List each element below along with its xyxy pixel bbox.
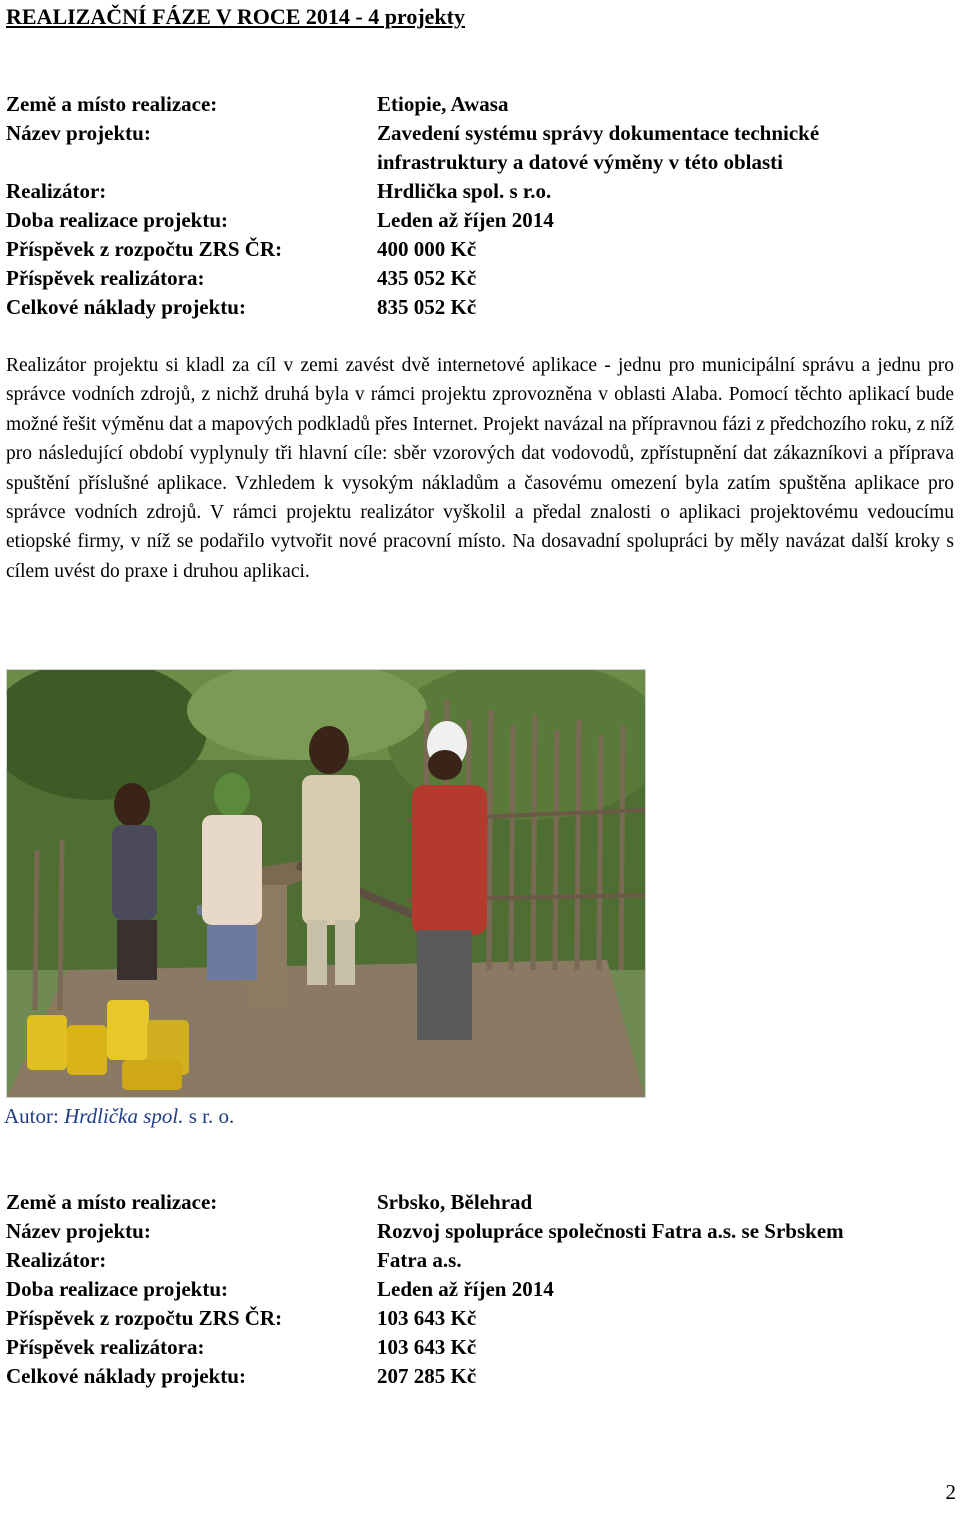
- page-number: 2: [945, 1480, 956, 1504]
- caption-author: Hrdlička spol.: [64, 1104, 184, 1128]
- value-project-name-line1: Zavedení systému správy dokumentace technické: [377, 121, 820, 145]
- label-zrs-contribution: Příspěvek z rozpočtu ZRS ČR:: [6, 237, 283, 261]
- label-total-cost: Celkové náklady projektu:: [6, 1364, 246, 1388]
- value-implementer-contribution: 103 643 Kč: [377, 1335, 477, 1359]
- value-zrs-contribution: 103 643 Kč: [377, 1306, 477, 1330]
- label-country: Země a místo realizace:: [6, 92, 218, 116]
- value-duration: Leden až říjen 2014: [377, 208, 554, 232]
- label-total-cost: Celkové náklady projektu:: [6, 295, 246, 319]
- value-project-name: Rozvoj spolupráce společnosti Fatra a.s. se Srbskem: [377, 1219, 844, 1243]
- label-implementer: Realizátor:: [6, 1248, 107, 1272]
- label-implementer: Realizátor:: [6, 179, 107, 203]
- project1-description: Realizátor projektu si kladl za cíl v zemi zavést dvě internetové aplikace - jednu pro municipální správu a jednu pro správce vodních zdrojů, z nichž druhá byla v rámci projektu zprovozněna v oblasti Alaba. Pomocí těchto aplikací bude možné řešit výměnu dat a mapových podkladů přes Internet. Projekt navázal na přípravnou fázi z předchozího roku, z níž pro následující období vyplynuly tři hlavní cíle: sběr vzorových dat vodovodů, zpřístupnění dat zákazníkovi a příprava spuštění příslušné aplikace. Vzhledem k vysokým nákladům a časovému omezení byla zatím spuštěna aplikace pro správce vodních zdrojů. V rámci projektu realizátor vyškolil a předal znalosti o aplikaci projektovému vedoucímu etiopské firmy, v níž se podařilo vytvořit nové pracovní místo. Na dosavadní spolupráci by měly navázat další kroky s cílem uvést do praxe i druhou aplikaci.: [6, 355, 954, 582]
- label-implementer-contribution: Příspěvek realizátora:: [6, 266, 205, 290]
- value-implementer: Fatra a.s.: [377, 1248, 462, 1272]
- caption-suffix: s r. o.: [183, 1104, 235, 1128]
- value-project-name-line2: infrastruktury a datové výměny v této oblasti: [377, 150, 783, 174]
- label-duration: Doba realizace projektu:: [6, 208, 229, 232]
- value-duration: Leden až říjen 2014: [377, 1277, 554, 1301]
- value-total-cost: 207 285 Kč: [377, 1364, 477, 1388]
- label-country: Země a místo realizace:: [6, 1190, 218, 1214]
- photo-caption: [4, 1104, 234, 1129]
- label-implementer-contribution: Příspěvek realizátora:: [6, 1335, 205, 1359]
- label-zrs-contribution: Příspěvek z rozpočtu ZRS ČR:: [6, 1306, 283, 1330]
- value-zrs-contribution: 400 000 Kč: [377, 237, 477, 261]
- value-total-cost: 835 052 Kč: [377, 295, 477, 319]
- value-implementer-contribution: 435 052 Kč: [377, 266, 477, 290]
- label-project-name: Název projektu:: [6, 121, 151, 145]
- photo-illustration: [7, 670, 645, 1097]
- label-duration: Doba realizace projektu:: [6, 1277, 229, 1301]
- value-implementer: Hrdlička spol. s r.o.: [377, 179, 552, 203]
- page-heading: REALIZAČNÍ FÁZE V ROCE 2014 - 4 projekty: [6, 4, 465, 29]
- project-photo: [6, 669, 646, 1098]
- label-project-name: Název projektu:: [6, 1219, 151, 1243]
- caption-prefix: Autor:: [4, 1104, 65, 1128]
- value-country: Srbsko, Bělehrad: [377, 1190, 533, 1214]
- value-country: Etiopie, Awasa: [377, 92, 509, 116]
